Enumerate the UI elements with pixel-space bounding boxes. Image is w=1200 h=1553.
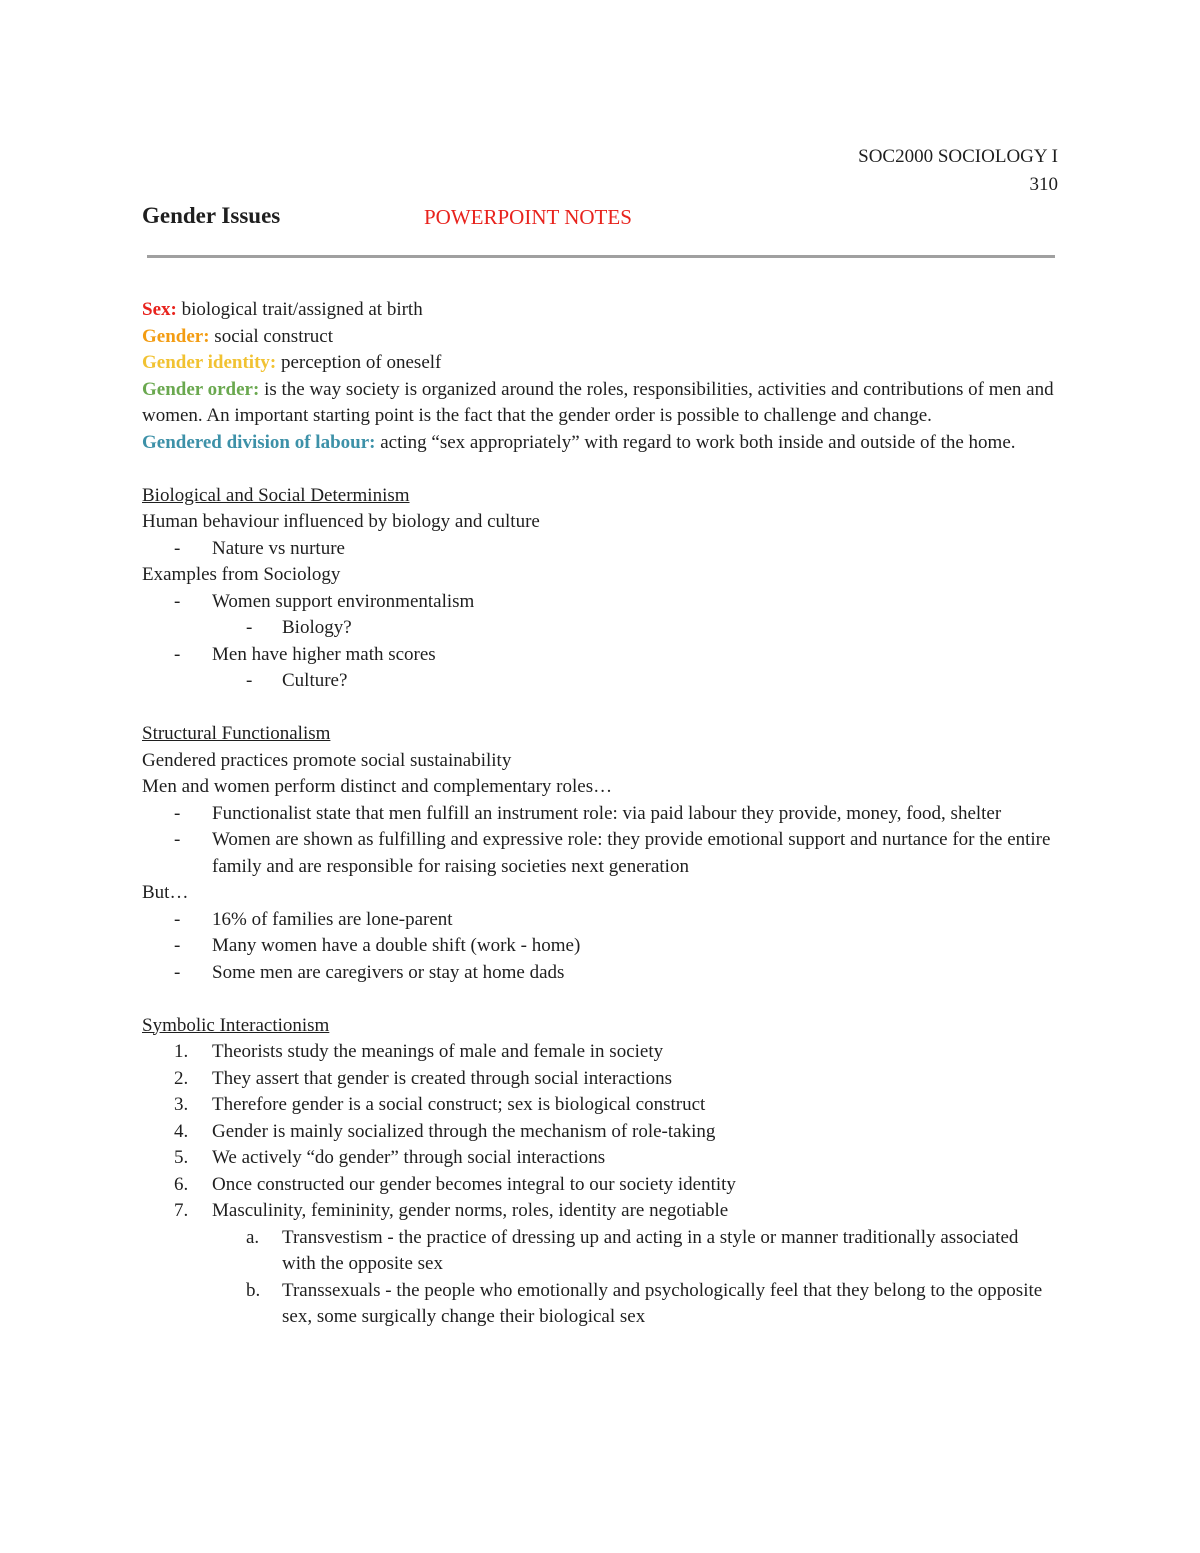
definition-text: biological trait/assigned at birth [176,299,423,320]
lettered-item: b. Transsexuals - the people who emotionally and psychologically feel that they belong to the opposite sex, some surgically change their biological sex [246,1279,1043,1327]
list-item-text: Men have higher math scores [212,643,436,665]
notes-body [142,297,1054,1331]
list-item-text: Biology? [282,617,352,638]
definition-gender [142,324,1054,351]
list-item: - Women are shown as fulfilling and expressive role: they provide emotional support and nurtance for the entire family and are responsible for raising societies next generation [174,829,1051,877]
numbered-item: 1. Theorists study the meanings of male and female in society [174,1041,664,1062]
list-item-text: Culture? [282,670,348,691]
numbered-item-text: Gender is mainly socialized through the mechanism of role-taking [212,1120,716,1142]
list-item: - 16% of families are lone-parent [174,908,453,930]
section-heading-functionalism: Structural Functionalism [142,723,331,744]
numbered-item: 4. Gender is mainly socialized through the mechanism of role-taking [174,1120,716,1142]
term-gender-identity: Gender identity: [142,352,277,373]
list-item: - Nature vs nurture [174,537,345,559]
lettered-item-text: Transsexuals - the people who emotionally and psychologically feel that they belong to the opposite sex, some surgically change their biological sex [282,1279,1043,1327]
course-header [858,143,1058,199]
list-item-text: Nature vs nurture [212,537,345,559]
term-gender: Gender: [142,325,210,347]
definition-gender-order [142,377,1054,430]
numbered-item-text: They assert that gender is created through social interactions [212,1067,673,1089]
definition-gendered-division [142,430,1054,457]
paragraph: Human behaviour influenced by biology and culture [142,511,540,532]
numbered-item-text: Therefore gender is a social construct; sex is biological construct [212,1094,706,1115]
definition-sex [142,297,1054,324]
list-item: - Men have higher math scores [174,643,436,665]
numbered-item: 5. We actively “do gender” through social interactions [174,1147,606,1168]
sub-list-item: - Culture? [246,670,348,691]
paragraph: Examples from Sociology [142,564,341,585]
section-heading-determinism: Biological and Social Determinism [142,484,410,506]
list-item-text: Women are shown as fulfilling and expressive role: they provide emotional support and nurtance for the entire family and are responsible for raising societies next generation [212,829,1051,877]
list-item-text: Many women have a double shift (work - home) [212,935,581,956]
section-heading-interactionism: Symbolic Interactionism [142,1014,330,1036]
term-gender-order: Gender order: [142,378,260,400]
list-item-text: Some men are caregivers or stay at home dads [212,961,565,983]
numbered-item-text: Once constructed our gender becomes integral to our society identity [212,1173,736,1195]
definition-text: is the way society is organized around the roles, responsibilities, activities and contributions of men and women. An important starting point is the fact that the gender order is possible to challenge and change. [142,378,1054,426]
term-gendered-division: Gendered division of labour: [142,431,376,453]
sub-list-item: - Biology? [246,617,352,638]
paragraph: But… [142,882,189,903]
list-item-text: 16% of families are lone-parent [212,908,453,930]
numbered-item-text: Masculinity, femininity, gender norms, roles, identity are negotiable [212,1200,729,1221]
term-sex: Sex: [142,299,177,320]
paragraph: Men and women perform distinct and complementary roles… [142,776,613,797]
numbered-item-text: We actively “do gender” through social interactions [212,1147,606,1168]
course-code: SOC2000 SOCIOLOGY I [858,146,1058,167]
lettered-item: a. Transvestism - the practice of dressing up and acting in a style or manner traditionally associated with the opposite sex [246,1226,1019,1274]
document-title: Gender Issues [142,203,281,228]
list-item-text: Women support environmentalism [212,590,475,612]
paragraph: Gendered practices promote social sustainability [142,749,512,771]
list-item-text: Functionalist state that men fulfill an instrument role: via paid labour they provide, money, food, shelter [212,802,1002,824]
definition-text: acting “sex appropriately” with regard to work both inside and outside of the home. [375,431,1016,453]
numbered-item: 7. Masculinity, femininity, gender norms, roles, identity are negotiable [174,1200,729,1221]
document-subtitle: POWERPOINT NOTES [424,205,632,229]
lettered-item-text: Transvestism - the practice of dressing up and acting in a style or manner traditionally associated with the opposite sex [282,1226,1019,1274]
numbered-item: 2. They assert that gender is created through social interactions [174,1067,673,1089]
list-item: - Many women have a double shift (work - home) [174,935,581,956]
spacer [142,695,1054,722]
definition-gender-identity [142,350,1054,377]
definition-text: social construct [209,325,334,347]
numbered-item: 3. Therefore gender is a social construct; sex is biological construct [174,1094,706,1115]
spacer [142,456,1054,483]
definition-text: perception of oneself [276,352,442,373]
course-section: 310 [1029,174,1058,195]
horizontal-rule [147,255,1055,258]
list-item: - Functionalist state that men fulfill an instrument role: via paid labour they provide, money, food, shelter [174,802,1002,824]
spacer [142,986,1054,1013]
list-item: - Women support environmentalism [174,590,475,612]
numbered-item: 6. Once constructed our gender becomes integral to our society identity [174,1173,736,1195]
numbered-item-text: Theorists study the meanings of male and female in society [212,1041,664,1062]
list-item: - Some men are caregivers or stay at home dads [174,961,565,983]
